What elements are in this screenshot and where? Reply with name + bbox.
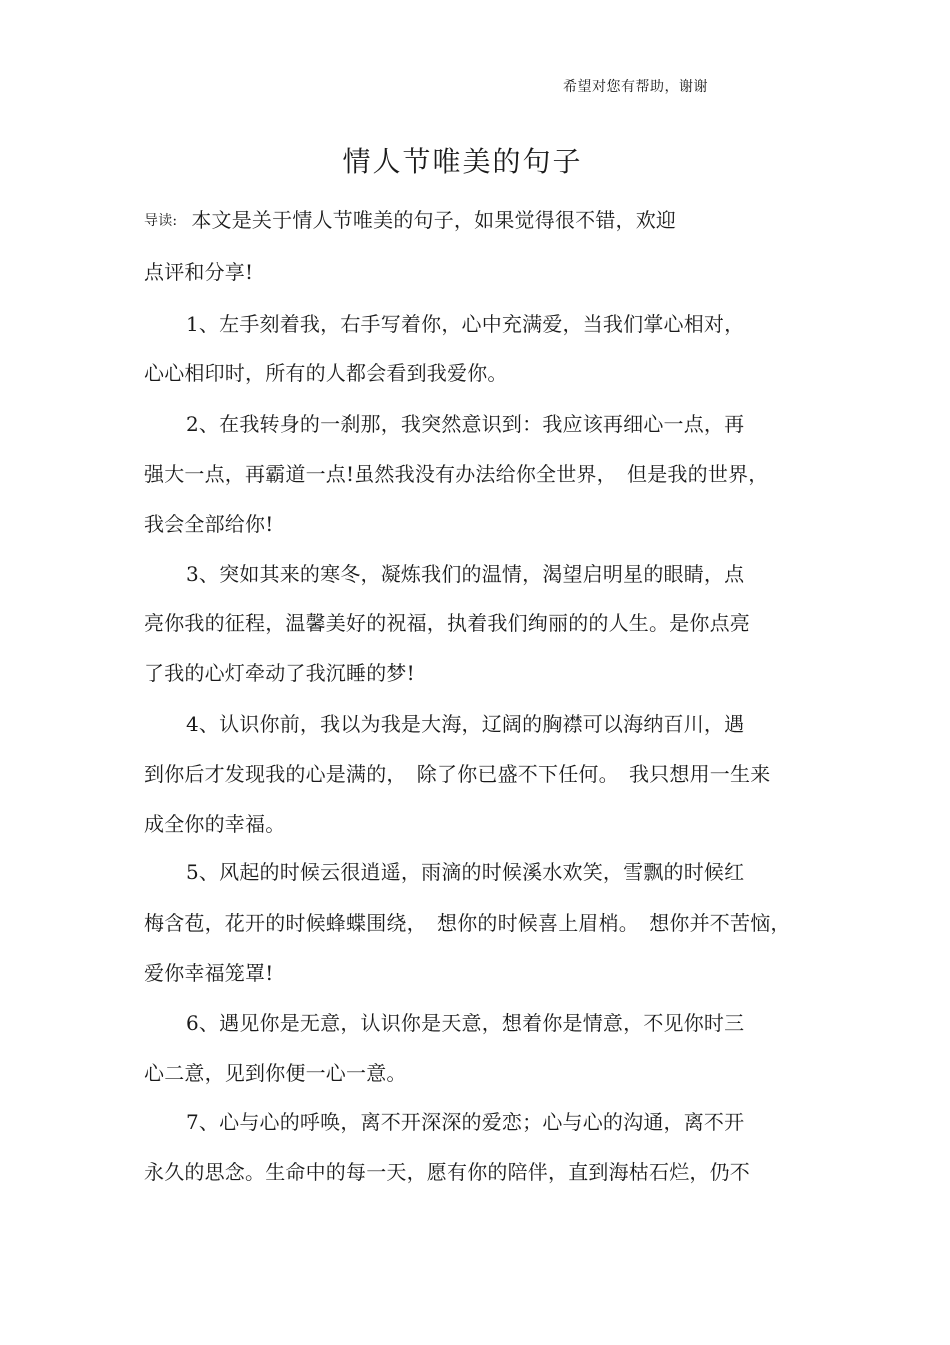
page-title: 情人节唯美的句子 bbox=[342, 145, 583, 178]
paragraph-2-line-1: 2、在我转身的一刹那，我突然意识到：我应该再细心一点，再 bbox=[186, 412, 745, 436]
paragraph-6-line-2: 心二意，见到你便一心一意。 bbox=[144, 1061, 407, 1085]
lead-label: 导读: bbox=[144, 213, 178, 229]
paragraph-5-line-3: 爱你幸福笼罩! bbox=[144, 961, 274, 985]
paragraph-5-line-1: 5、风起的时候云很逍遥，雨滴的时候溪水欢笑，雪飘的时候红 bbox=[186, 860, 745, 884]
paragraph-2-line-2: 强大一点，再霸道一点!虽然我没有办法给你全世界， 但是我的世界， bbox=[144, 462, 769, 486]
paragraph-3-line-3: 了我的心灯牵动了我沉睡的梦! bbox=[144, 661, 415, 685]
paragraph-7-line-2: 永久的思念。生命中的每一天，愿有你的陪伴，直到海枯石烂，仍不 bbox=[144, 1160, 750, 1184]
lead-line-1 bbox=[144, 204, 676, 233]
paragraph-4-line-2: 到你后才发现我的心是满的， 除了你已盛不下任何。 我只想用一生来 bbox=[144, 762, 771, 786]
lead-text-1: 本文是关于情人节唯美的句子，如果觉得很不错，欢迎 bbox=[191, 208, 677, 232]
paragraph-3-line-2: 亮你我的征程，温馨美好的祝福，执着我们绚丽的的人生。是你点亮 bbox=[144, 611, 750, 635]
paragraph-3-line-1: 3、突如其来的寒冬，凝炼我们的温情，渴望启明星的眼睛，点 bbox=[186, 562, 745, 586]
paragraph-1-line-1: 1、左手刻着我，右手写着你，心中充满爱，当我们掌心相对， bbox=[186, 312, 745, 336]
header-note: 希望对您有帮助，谢谢 bbox=[563, 79, 708, 95]
paragraph-4-line-1: 4、认识你前，我以为我是大海，辽阔的胸襟可以海纳百川，遇 bbox=[186, 712, 745, 736]
paragraph-6-line-1: 6、遇见你是无意，认识你是天意，想着你是情意，不见你时三 bbox=[186, 1011, 745, 1035]
paragraph-2-line-3: 我会全部给你! bbox=[144, 512, 274, 536]
paragraph-4-line-3: 成全你的幸福。 bbox=[144, 812, 286, 836]
paragraph-7-line-1: 7、心与心的呼唤，离不开深深的爱恋；心与心的沟通，离不开 bbox=[186, 1110, 745, 1134]
paragraph-5-line-2: 梅含苞，花开的时候蜂蝶围绕， 想你的时候喜上眉梢。 想你并不苦恼， bbox=[144, 911, 791, 935]
paragraph-1-line-2: 心心相印时，所有的人都会看到我爱你。 bbox=[144, 361, 508, 385]
lead-line-2: 点评和分享! bbox=[144, 260, 254, 284]
